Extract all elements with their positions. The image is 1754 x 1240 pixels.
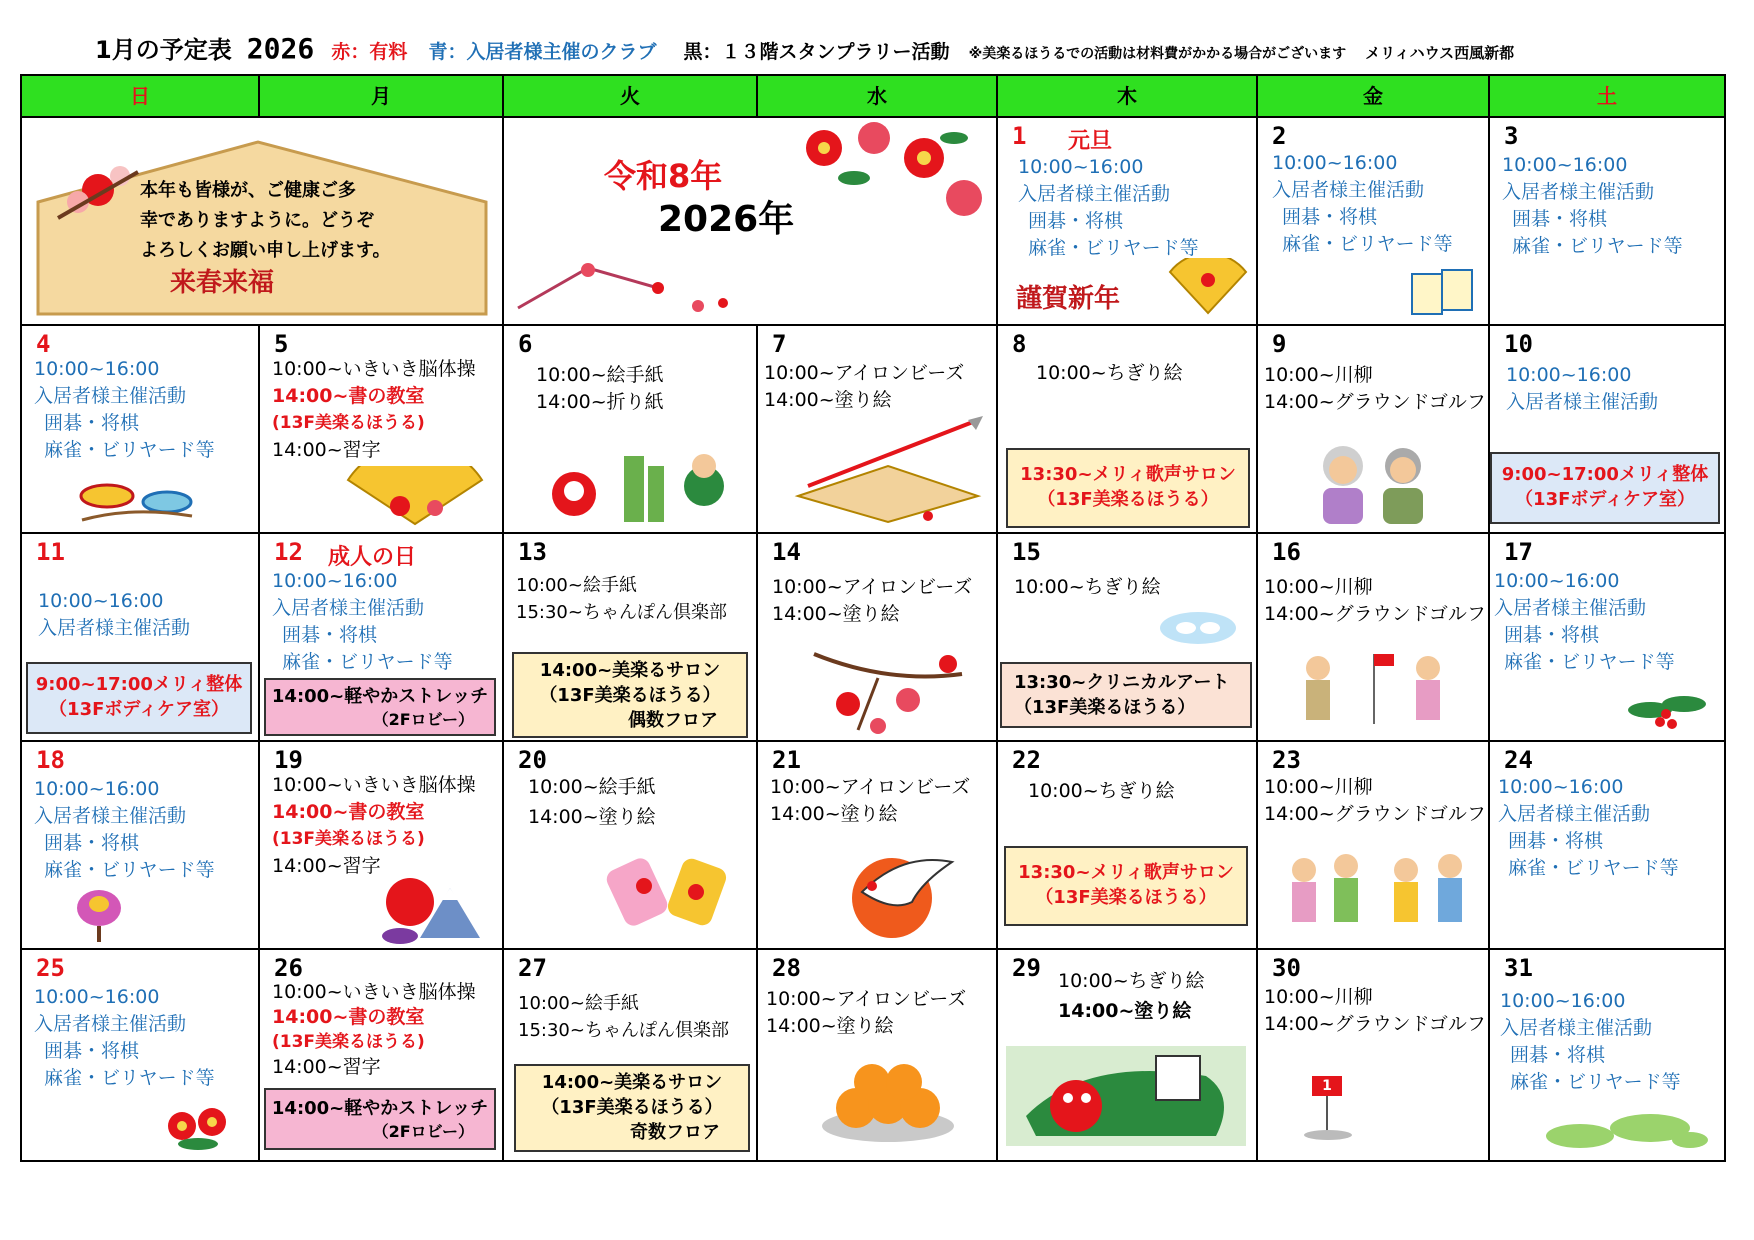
day-number: 13 (518, 538, 547, 566)
activity-name: 入居者様主催活動 (1494, 597, 1647, 619)
event-title: 14:00~美楽るサロン (541, 1072, 723, 1093)
event-location: （13F美楽るほうる） (1014, 697, 1196, 718)
spinning-top-icon (74, 882, 124, 944)
day-number: 15 (1012, 538, 1041, 566)
day-number: 23 (1272, 746, 1301, 774)
activity-location: (13F美楽るほうる) (272, 829, 425, 849)
activity-time: 10:00~アイロンビーズ (772, 576, 973, 598)
event-floor: 奇数フロア (630, 1122, 720, 1143)
activity-time: 10:00~16:00 (1500, 990, 1626, 1012)
day-cell-12 (260, 534, 504, 742)
day-number: 26 (274, 954, 303, 982)
weekday-header-row (22, 76, 1724, 118)
activity-time: 10:00~16:00 (1498, 776, 1624, 798)
day-cell-27 (504, 950, 758, 1160)
banner-greeting-cell (22, 118, 504, 326)
day-number: 31 (1504, 954, 1533, 982)
activity-time: 14:00~塗り絵 (770, 803, 898, 825)
day-number: 2 (1272, 122, 1287, 150)
day-cell-26 (260, 950, 504, 1160)
activity-detail: 囲碁・将棋 (1504, 624, 1600, 646)
weekday-thu: 木 (998, 76, 1258, 116)
paid-activity: 14:00~書の教室 (272, 801, 425, 823)
legend-black: 黒：１３階スタンプラリー活動 (683, 41, 950, 63)
activity-time: 10:00~アイロンビーズ (770, 776, 971, 798)
activity-detail: 囲碁・将棋 (44, 832, 140, 854)
day-number: 10 (1504, 330, 1533, 358)
day-number: 24 (1504, 746, 1533, 774)
event-location: （13F美楽るほうる） (1037, 489, 1219, 510)
day-number: 21 (772, 746, 801, 774)
activity-name: 入居者様主催活動 (1506, 391, 1659, 413)
day-number: 25 (36, 954, 65, 982)
activity-location: (13F美楽るほうる) (272, 413, 425, 433)
activity-time: 14:00~習字 (272, 855, 381, 877)
activity-time: 10:00~ちぎり絵 (1058, 970, 1205, 992)
paid-event-box (1490, 452, 1720, 524)
day-cell-23 (1258, 742, 1490, 950)
weekday-mon: 月 (260, 76, 504, 116)
day-cell-19 (260, 742, 504, 950)
activity-time: 10:00~いきいき脳体操 (272, 358, 476, 380)
day-cell-8 (998, 326, 1258, 534)
activity-name: 入居者様主催活動 (34, 805, 187, 827)
activity-detail: 麻雀・ビリヤード等 (44, 1067, 215, 1089)
day-cell-3 (1490, 118, 1724, 326)
activity-time: 14:00~折り紙 (536, 391, 664, 413)
activity-time: 10:00~川柳 (1264, 576, 1373, 598)
paid-event-box (1006, 448, 1250, 528)
activity-time: 10:00~16:00 (1018, 156, 1144, 178)
event-location: （2Fロビー） (372, 1122, 474, 1141)
activity-detail: 麻雀・ビリヤード等 (1510, 1071, 1681, 1093)
facility-name: メリィハウス西風新都 (1365, 44, 1515, 62)
day-cell-28 (758, 950, 998, 1160)
material-fee-note: ※美楽るほうるでの活動は材料費がかかる場合がございます (968, 46, 1347, 62)
calendar-grid (20, 74, 1726, 1162)
paid-event-box (1000, 662, 1252, 728)
activity-time: 10:00~川柳 (1264, 364, 1373, 386)
activity-time: 15:30~ちゃんぽん倶楽部 (518, 1020, 729, 1041)
day-number: 9 (1272, 330, 1287, 358)
day-number: 27 (518, 954, 547, 982)
activity-time: 10:00~16:00 (34, 358, 160, 380)
shishimai-dragon-illustration (1006, 1036, 1246, 1152)
day-number: 6 (518, 330, 533, 358)
activity-time: 10:00~16:00 (1506, 364, 1632, 386)
paid-event-box (512, 652, 748, 738)
paid-event-box (514, 1064, 750, 1152)
calendar-year: 2026 (246, 32, 315, 65)
event-title: 14:00~美楽るサロン (539, 660, 721, 681)
activity-detail: 麻雀・ビリヤード等 (1512, 235, 1683, 257)
day-number: 3 (1504, 122, 1519, 150)
activity-time: 10:00~16:00 (1502, 154, 1628, 176)
karuta-cards-icon (1408, 268, 1478, 318)
holiday-name: 元旦 (1068, 129, 1113, 154)
day-number: 19 (274, 746, 303, 774)
greeting-line-2: 幸でありますように。どうぞ (140, 210, 374, 231)
day-cell-4 (22, 326, 260, 534)
day-number: 28 (772, 954, 801, 982)
folding-fan-icon (340, 466, 490, 526)
camellia-flowers-icon (158, 1100, 238, 1152)
activity-time: 10:00~ちぎり絵 (1014, 576, 1161, 598)
activity-detail: 囲碁・将棋 (44, 412, 140, 434)
day-cell-1 (998, 118, 1258, 326)
day-number: 29 (1012, 954, 1041, 982)
activity-location: (13F美楽るほうる) (272, 1032, 425, 1052)
paid-activity: 14:00~書の教室 (272, 1006, 425, 1028)
flag-number: 1 (1312, 1076, 1342, 1096)
day-cell-18 (22, 742, 260, 950)
activity-detail: 囲碁・将棋 (1508, 830, 1604, 852)
activity-time: 10:00~絵手紙 (528, 776, 656, 798)
day-cell-5 (260, 326, 504, 534)
activity-time: 10:00~16:00 (34, 986, 160, 1008)
crane-sun-illustration (842, 842, 962, 942)
hagoita-illustration (604, 842, 734, 934)
activity-detail: 麻雀・ビリヤード等 (44, 859, 215, 881)
activity-detail: 囲碁・将棋 (1512, 208, 1608, 230)
nanten-berries-icon (1620, 680, 1710, 736)
day-number: 4 (36, 330, 51, 358)
activity-detail: 麻雀・ビリヤード等 (44, 439, 215, 461)
event-location: （13Fボディケア室） (49, 699, 229, 720)
activity-time: 10:00~いきいき脳体操 (272, 981, 476, 1003)
plum-blossom-illustration (808, 644, 968, 736)
day-number: 30 (1272, 954, 1301, 982)
activity-time: 14:00~塗り絵 (766, 1015, 894, 1037)
day-number: 1 (1012, 122, 1027, 150)
activity-time: 14:00~塗り絵 (1058, 1000, 1192, 1022)
activity-detail: 囲碁・将棋 (1028, 210, 1124, 232)
legend-blue: 青：入居者様主催のクラブ (428, 41, 657, 63)
activity-time: 14:00~グラウンドゴルフ (1264, 1013, 1486, 1035)
event-title: 13:30~メリィ歌声サロン (1020, 464, 1236, 485)
activity-name: 入居者様主催活動 (1272, 179, 1425, 201)
weekday-sun: 日 (22, 76, 260, 116)
activity-time: 14:00~塗り絵 (528, 806, 656, 828)
day-cell-22 (998, 742, 1258, 950)
activity-time: 10:00~いきいき脳体操 (272, 774, 476, 796)
banner-year-cell (504, 118, 998, 326)
activity-time: 10:00~川柳 (1264, 776, 1373, 798)
ground-golf-players-illustration (1288, 644, 1468, 736)
activity-time: 10:00~川柳 (1264, 986, 1373, 1008)
activity-time: 14:00~習字 (272, 1056, 381, 1078)
greeting-line-1: 本年も皆様が、ご健康ご多 (140, 180, 356, 201)
paid-event-box (1004, 846, 1248, 926)
activity-name: 入居者様主催活動 (1502, 181, 1655, 203)
day-cell-25 (22, 950, 260, 1160)
plum-branch-illustration (508, 248, 748, 318)
activity-time: 10:00~16:00 (38, 590, 164, 612)
event-floor: 偶数フロア (628, 710, 718, 731)
hamaya-arrow-illustration (778, 416, 988, 526)
day-cell-7 (758, 326, 998, 534)
activity-time: 10:00~絵手紙 (518, 993, 639, 1014)
activity-name: 入居者様主催活動 (1018, 183, 1171, 205)
day-number: 14 (772, 538, 801, 566)
sunrise-fuji-illustration (370, 868, 490, 944)
paid-event-box (264, 678, 496, 736)
activity-time: 10:00~16:00 (34, 778, 160, 800)
activity-detail: 麻雀・ビリヤード等 (1028, 237, 1199, 259)
paid-event-box (264, 1088, 496, 1150)
activity-name: 入居者様主催活動 (1498, 803, 1651, 825)
golf-flag-icon (1298, 1076, 1368, 1142)
day-number: 8 (1012, 330, 1027, 358)
activity-time: 14:00~塗り絵 (772, 603, 900, 625)
event-title: 14:00~軽やかストレッチ (271, 686, 489, 707)
activity-time: 10:00~16:00 (272, 570, 398, 592)
activity-time: 14:00~習字 (272, 439, 381, 461)
activity-detail: 麻雀・ビリヤード等 (282, 651, 453, 673)
calendar-title: 1月の予定表 (95, 36, 232, 64)
event-location: （2Fロビー） (372, 710, 474, 729)
day-number: 7 (772, 330, 787, 358)
event-title: 9:00~17:00メリィ整体 (1501, 464, 1709, 485)
activity-detail: 囲碁・将棋 (1510, 1044, 1606, 1066)
activity-time: 10:00~アイロンビーズ (766, 988, 967, 1010)
activity-time: 10:00~ちぎり絵 (1028, 780, 1175, 802)
spinning-top-icon (72, 476, 202, 526)
event-title: 13:30~メリィ歌声サロン (1018, 862, 1234, 883)
event-location: （13F美楽るほうる） (539, 685, 721, 706)
activity-time: 10:00~16:00 (1272, 152, 1398, 174)
day-number: 5 (274, 330, 289, 358)
ground-golf-group-illustration (1274, 846, 1478, 942)
day-cell-31 (1490, 950, 1724, 1160)
activity-time: 15:30~ちゃんぽん倶楽部 (516, 602, 727, 623)
day-cell-24 (1490, 742, 1724, 950)
day-cell-10 (1490, 326, 1724, 534)
day-number: 17 (1504, 538, 1533, 566)
activity-time: 10:00~16:00 (1494, 570, 1620, 592)
day-cell-20 (504, 742, 758, 950)
day-cell-15 (998, 534, 1258, 742)
day-cell-16 (1258, 534, 1490, 742)
activity-detail: 麻雀・ビリヤード等 (1508, 857, 1679, 879)
day-number: 18 (36, 746, 65, 774)
activity-time: 14:00~グラウンドゴルフ (1264, 391, 1486, 413)
day-number: 12 (274, 538, 303, 566)
paid-event-box (26, 662, 252, 734)
activity-time: 10:00~ちぎり絵 (1036, 362, 1183, 384)
reiwa-year: 令和8年 (604, 157, 723, 195)
activity-time: 14:00~塗り絵 (764, 389, 892, 411)
legend-red: 赤：有料 (331, 41, 408, 63)
activity-name: 入居者様主催活動 (272, 597, 425, 619)
page-header (95, 30, 1715, 64)
greeting-line-3: よろしくお願い申し上げます。 (140, 240, 391, 261)
weekday-wed: 水 (758, 76, 998, 116)
pine-branch-icon (1540, 1106, 1710, 1152)
greeting-phrase: 来春来福 (170, 268, 275, 298)
day-cell-2 (1258, 118, 1490, 326)
event-location: （13Fボディケア室） (1515, 489, 1695, 510)
day-cell-17 (1490, 534, 1724, 742)
paid-activity: 14:00~書の教室 (272, 385, 425, 407)
day-cell-6 (504, 326, 758, 534)
day-cell-30 (1258, 950, 1490, 1160)
activity-name: 入居者様主催活動 (1500, 1017, 1653, 1039)
kinga-shinnen: 謹賀新年 (1016, 284, 1121, 314)
weekday-tue: 火 (504, 76, 758, 116)
day-cell-21 (758, 742, 998, 950)
weekday-sat: 土 (1597, 84, 1617, 108)
day-number: 20 (518, 746, 547, 774)
activity-name: 入居者様主催活動 (34, 385, 187, 407)
holiday-name: 成人の日 (328, 545, 417, 570)
activity-time: 14:00~グラウンドゴルフ (1264, 603, 1486, 625)
event-location: （13F美楽るほうる） (541, 1097, 723, 1118)
activity-name: 入居者様主催活動 (34, 1013, 187, 1035)
activity-detail: 囲碁・将棋 (282, 624, 378, 646)
event-location: （13F美楽るほうる） (1035, 887, 1217, 908)
camellia-illustration (764, 118, 996, 238)
activity-time: 10:00~絵手紙 (516, 575, 637, 596)
folding-fan-icon (1168, 258, 1248, 318)
day-cell-11 (22, 534, 260, 742)
activity-detail: 囲碁・将棋 (1282, 206, 1378, 228)
snow-rabbit-icon (1158, 606, 1238, 646)
day-cell-13 (504, 534, 758, 742)
activity-time: 10:00~絵手紙 (536, 364, 664, 386)
day-number: 11 (36, 538, 65, 566)
day-cell-29 (998, 950, 1258, 1160)
day-number: 16 (1272, 538, 1301, 566)
activity-detail: 囲碁・将棋 (44, 1040, 140, 1062)
day-cell-9 (1258, 326, 1490, 534)
elderly-couple-illustration (1298, 436, 1448, 526)
activity-detail: 麻雀・ビリヤード等 (1282, 233, 1453, 255)
activity-detail: 麻雀・ビリヤード等 (1504, 651, 1675, 673)
activity-time: 14:00~グラウンドゴルフ (1264, 803, 1486, 825)
event-title: 9:00~17:00メリィ整体 (35, 674, 243, 695)
western-year: 2026年 (658, 199, 795, 240)
weekday-fri: 金 (1258, 76, 1490, 116)
mandarin-oranges-illustration (818, 1054, 958, 1146)
day-cell-14 (758, 534, 998, 742)
event-title: 14:00~軽やかストレッチ (271, 1098, 489, 1119)
daruma-kadomatsu-illustration (524, 436, 744, 526)
event-title: 13:30~クリニカルアート (1014, 672, 1230, 693)
activity-time: 10:00~アイロンビーズ (764, 362, 965, 384)
day-number: 22 (1012, 746, 1041, 774)
activity-name: 入居者様主催活動 (38, 617, 191, 639)
